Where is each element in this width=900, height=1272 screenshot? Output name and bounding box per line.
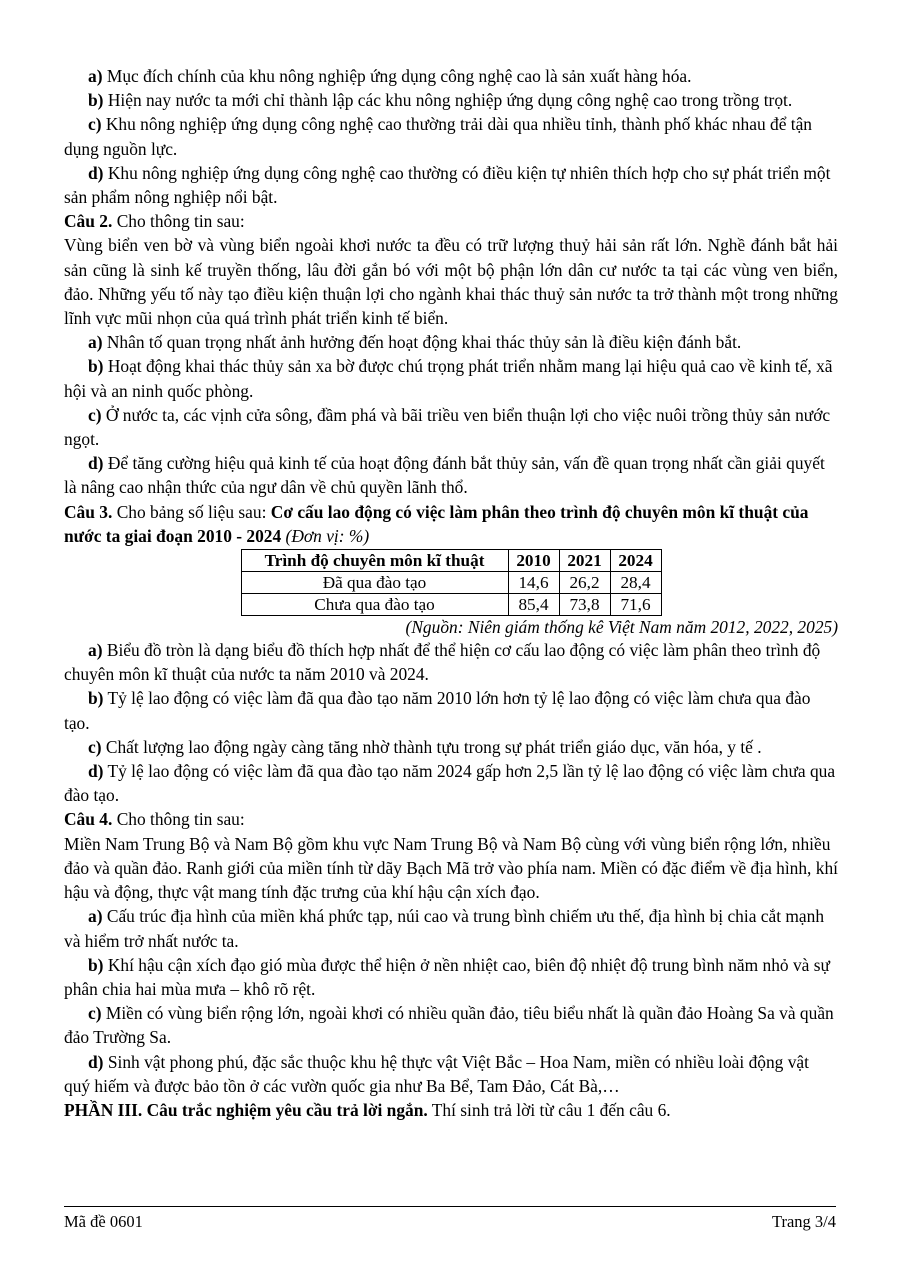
table-cell: 85,4 [508, 594, 559, 616]
q2-option-c: c) Ở nước ta, các vịnh cửa sông, đầm phá và bãi triều ven biển thuận lợi cho việc nuôi trồng thủy sản nước ngọt. [64, 404, 831, 450]
q3-option-a: a) Biểu đồ tròn là dạng biểu đồ thích hợp nhất để thể hiện cơ cấu lao động có việc làm phân theo trình độ chuyên môn kĩ thuật của nước ta năm 2010 và 2024. [64, 640, 821, 685]
q3-option-c: c) Chất lượng lao động ngày càng tăng nhờ thành tựu trong sự phát triển giáo dục, văn hóa, y tế . [88, 736, 762, 757]
table-cell: 26,2 [559, 572, 610, 594]
table-cell: 28,4 [610, 572, 661, 594]
part3-heading: PHẦN III. Câu trắc nghiệm yêu cầu trả lời ngắn. Thí sinh trả lời từ câu 1 đến câu 6. [64, 1099, 671, 1120]
q3-heading: Câu 3. Cho bảng số liệu sau: Cơ cấu lao động có việc làm phân theo trình độ chuyên môn kĩ thuật của nước ta giai đoạn 2010 - 2024 (Đơn vị: %) [64, 501, 809, 546]
q3-option-d: d) Tỷ lệ lao động có việc làm đã qua đào tạo năm 2024 gấp hơn 2,5 lần tỷ lệ lao động có việc làm chưa qua đào tạo. [64, 761, 836, 806]
table-cell: 71,6 [610, 594, 661, 616]
q2-passage: Vùng biển ven bờ và vùng biển ngoài khơi nước ta đều có trữ lượng thuỷ hải sản rất lớn. Nghề đánh bắt hải sản cũng là sinh kế truyền thống, lâu đời gắn bó với một bộ phận lớn dân cư nước ta tại các vùng ven biển, đảo. Những yếu tố này tạo điều kiện thuận lợi cho ngành khai thác thuỷ sản nước ta trở thành một trong những lĩnh vực mũi nhọn của quá trình phát triển kinh tế biển. [64, 235, 838, 329]
q3-table-source: (Nguồn: Niên giám thống kê Việt Nam năm 2012, 2022, 2025) [405, 617, 838, 638]
q2-heading: Câu 2. Cho thông tin sau: [64, 211, 245, 232]
table-cell: Chưa qua đào tạo [241, 594, 508, 616]
q3-table-wrap [64, 549, 838, 616]
table-cell: 73,8 [559, 594, 610, 616]
table-header-cell: 2021 [559, 550, 610, 572]
q3-option-b: b) Tỷ lệ lao động có việc làm đã qua đào tạo năm 2010 lớn hơn tỷ lệ lao động có việc làm chưa qua đào tạo. [64, 688, 811, 733]
page-number: Trang 3/4 [771, 1212, 836, 1231]
q4-option-b: b) Khí hậu cận xích đạo gió mùa được thể hiện ở nền nhiệt cao, biên độ nhiệt độ trung bình năm nhỏ và sự phân chia hai mùa mưa – khô rõ rệt. [64, 954, 830, 999]
table-header-cell: Trình độ chuyên môn kĩ thuật [241, 550, 508, 572]
q1-option-d: d) Khu nông nghiệp ứng dụng công nghệ cao thường có điều kiện tự nhiên thích hợp cho sự phát triển một sản phẩm nông nghiệp nổi bật. [64, 162, 831, 208]
table-row [241, 594, 661, 616]
q2-option-a: a) Nhân tố quan trọng nhất ảnh hưởng đến hoạt động khai thác thủy sản là điều kiện đánh bắt. [88, 332, 742, 353]
q1-option-a: a) Mục đích chính của khu nông nghiệp ứng dụng công nghệ cao là sản xuất hàng hóa. [88, 66, 692, 86]
q1-option-b: b) Hiện nay nước ta mới chỉ thành lập các khu nông nghiệp ứng dụng công nghệ cao trong trồng trọt. [88, 90, 793, 111]
page-footer [64, 1210, 836, 1234]
table-row [241, 572, 661, 594]
table-header-cell: 2010 [508, 550, 559, 572]
table-cell: Đã qua đào tạo [241, 572, 508, 594]
table-cell: 14,6 [508, 572, 559, 594]
q4-option-a: a) Cấu trúc địa hình của miền khá phức tạp, núi cao và trung bình chiếm ưu thế, địa hình bị chia cắt mạnh và hiểm trở nhất nước ta. [64, 906, 825, 951]
q4-passage: Miền Nam Trung Bộ và Nam Bộ gồm khu vực Nam Trung Bộ và Nam Bộ cùng với vùng biển rộng lớn, nhiều đảo và quần đảo. Ranh giới của miền tính từ dãy Bạch Mã trở vào phía nam. Miền có đặc điểm về địa hình, khí hậu và động, thực vật mang tính đặc trưng của khí hậu cận xích đạo. [64, 833, 838, 903]
q4-heading: Câu 4. Cho thông tin sau: [64, 809, 245, 830]
q1-option-c: c) Khu nông nghiệp ứng dụng công nghệ cao thường trải dài qua nhiều tỉnh, thành phố khác nhau để tận dụng nguồn lực. [64, 114, 813, 159]
exam-page [64, 64, 838, 1122]
table-header-cell: 2024 [610, 550, 661, 572]
footer-divider [64, 1206, 836, 1207]
q2-option-d: d) Để tăng cường hiệu quả kinh tế của hoạt động đánh bắt thủy sản, vấn đề quan trọng nhất cần giải quyết là nâng cao nhận thức của ngư dân về chủ quyền lãnh thổ. [64, 453, 825, 498]
exam-code: Mã đề 0601 [64, 1212, 143, 1231]
q3-data-table [241, 549, 662, 616]
q2-option-b: b) Hoạt động khai thác thủy sản xa bờ được chú trọng phát triển nhằm mang lại hiệu quả cao về kinh tế, xã hội và an ninh quốc phòng. [64, 356, 833, 401]
table-header-row [241, 550, 661, 572]
q4-option-c: c) Miền có vùng biển rộng lớn, ngoài khơi có nhiều quần đảo, tiêu biểu nhất là quần đảo Hoàng Sa và quần đảo Trường Sa. [64, 1003, 834, 1048]
q4-option-d: d) Sinh vật phong phú, đặc sắc thuộc khu hệ thực vật Việt Bắc – Hoa Nam, miền có nhiều loài động vật quý hiếm và được bảo tồn ở các vườn quốc gia như Ba Bể, Tam Đảo, Cát Bà,… [64, 1051, 809, 1096]
